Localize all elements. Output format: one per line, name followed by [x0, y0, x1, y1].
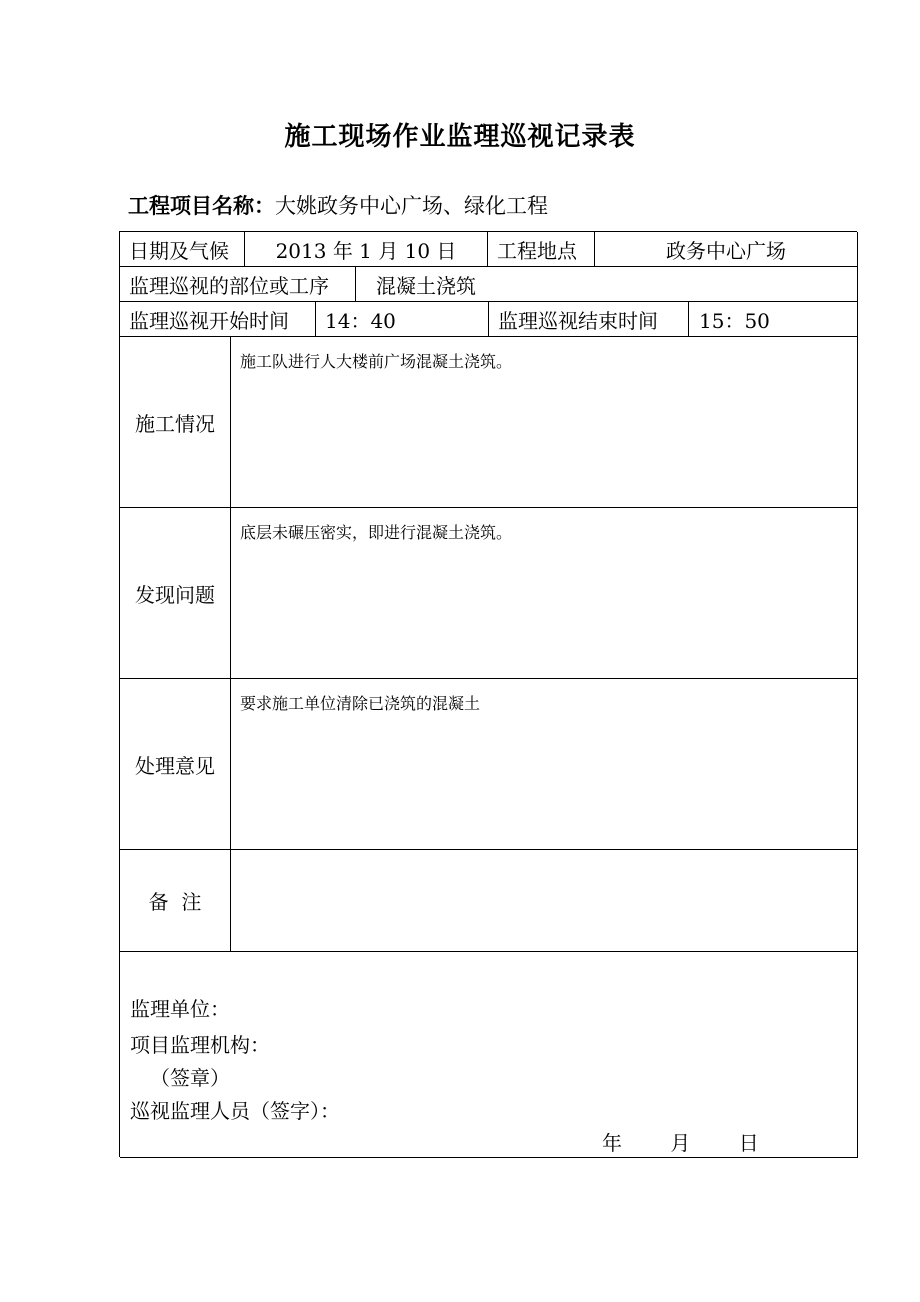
handling-opinion-label: 处理意见 — [120, 679, 231, 850]
supervision-unit-label: 监理单位： — [130, 997, 230, 1021]
month-label: 月 — [670, 1131, 691, 1155]
construction-status-text: 施工队进行人大楼前广场混凝土浇筑。 — [231, 337, 858, 508]
end-time-value: 15：50 — [689, 302, 858, 337]
construction-status-label: 施工情况 — [120, 337, 231, 508]
location-value: 政务中心广场 — [595, 232, 858, 267]
problems-found-label: 发现问题 — [120, 508, 231, 679]
project-name-label: 工程项目名称： — [128, 193, 275, 218]
inspection-record-table — [119, 231, 857, 1157]
year-label: 年 — [602, 1131, 622, 1155]
remarks-label: 备 注 — [120, 850, 231, 952]
seal-label: （签章） — [150, 1066, 230, 1090]
inspector-signature-label: 巡视监理人员（签字）： — [130, 1099, 340, 1123]
project-name-value: 大姚政务中心广场、绿化工程 — [275, 194, 548, 218]
inspection-part-label: 监理巡视的部位或工序 — [120, 267, 356, 302]
document-title: 施工现场作业监理巡视记录表 — [284, 122, 636, 152]
location-label: 工程地点 — [488, 232, 595, 267]
supervision-agency-label: 项目监理机构： — [130, 1033, 270, 1057]
start-time-value: 14：40 — [316, 302, 489, 337]
end-time-label: 监理巡视结束时间 — [489, 302, 689, 337]
problems-found-text: 底层未碾压密实，即进行混凝土浇筑。 — [231, 508, 858, 679]
signature-block — [120, 952, 858, 1158]
start-time-label: 监理巡视开始时间 — [120, 302, 316, 337]
date-weather-value: 2013 年 1 月 10 日 — [245, 232, 488, 267]
day-label: 日 — [738, 1131, 759, 1155]
handling-opinion-text: 要求施工单位清除已浇筑的混凝土 — [231, 679, 858, 850]
inspection-part-value: 混凝土浇筑 — [356, 267, 858, 302]
project-line — [128, 190, 548, 220]
remarks-text — [231, 850, 858, 952]
date-weather-label: 日期及气候 — [120, 232, 245, 267]
signature-date — [602, 1127, 759, 1156]
